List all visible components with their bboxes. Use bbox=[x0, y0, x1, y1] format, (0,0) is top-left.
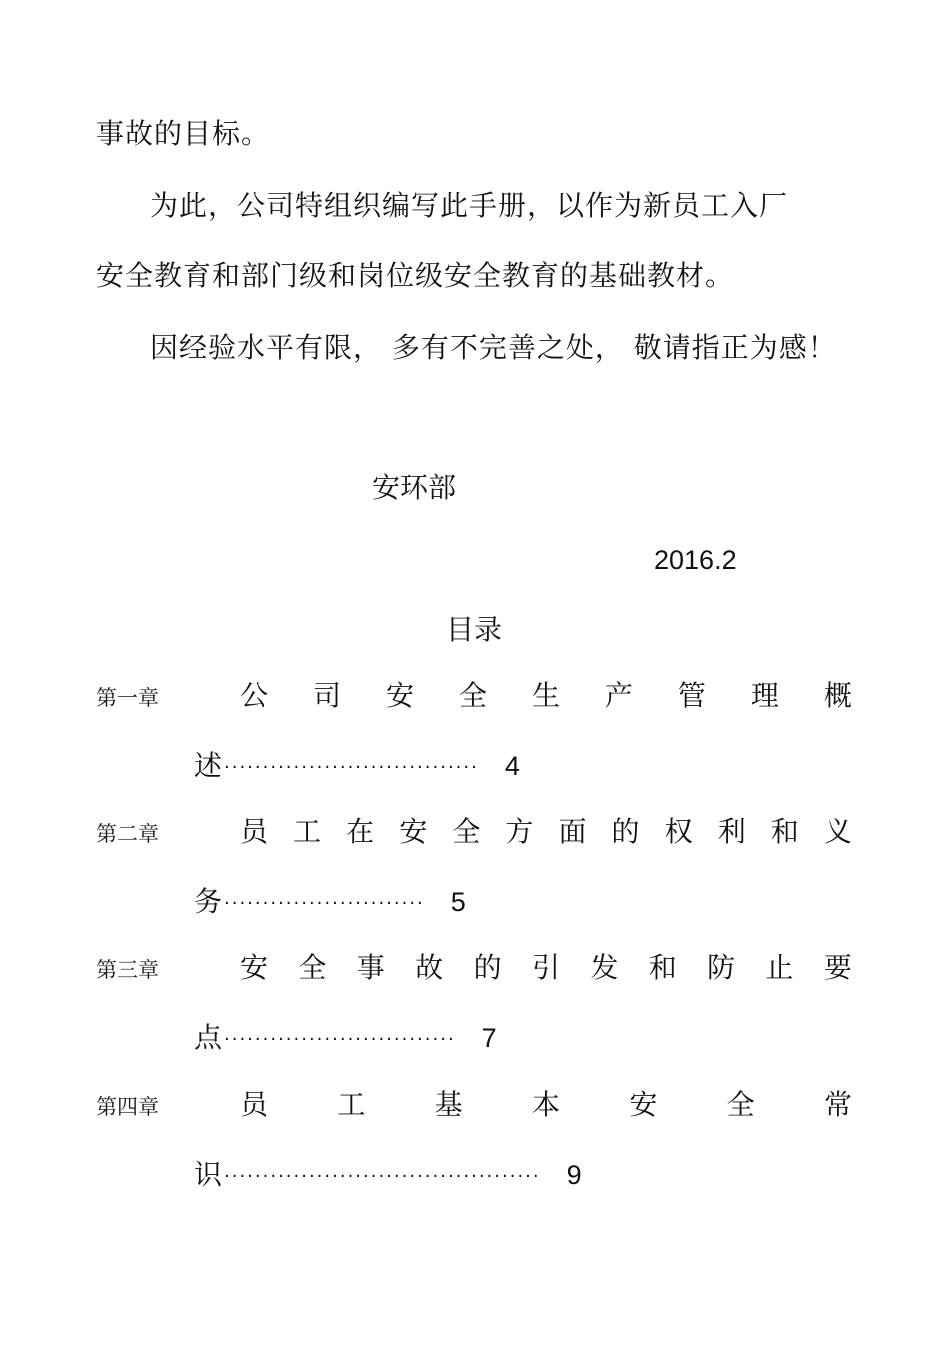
chapter-title bbox=[240, 676, 852, 716]
toc-entry bbox=[0, 812, 950, 948]
body-paragraph-line: 事故的目标。 bbox=[96, 117, 271, 150]
chapter-title-char: 公 bbox=[240, 679, 269, 712]
body-paragraph-line: 为此，公司特组织编写此手册，以作为新员工入厂 bbox=[150, 189, 789, 222]
chapter-title-char: 全 bbox=[452, 815, 481, 848]
chapter-title bbox=[240, 948, 852, 988]
chapter-title-char: 全 bbox=[726, 1088, 755, 1121]
chapter-title-char: 要 bbox=[823, 951, 852, 984]
dot-leader: ········································· bbox=[224, 1166, 541, 1187]
chapter-title-continuation bbox=[194, 1155, 582, 1195]
chapter-title-char: 的 bbox=[611, 815, 640, 848]
signature-department: 安环部 bbox=[372, 471, 457, 504]
page-number: 5 bbox=[450, 887, 466, 917]
chapter-title-char: 工 bbox=[293, 815, 322, 848]
chapter-title-char: 事 bbox=[356, 951, 385, 984]
page-number: 9 bbox=[566, 1160, 582, 1190]
body-paragraph-line: 因经验水平有限， 多有不完善之处， 敬请指正为感！ bbox=[150, 331, 837, 364]
chapter-title-char: 常 bbox=[823, 1088, 852, 1121]
chapter-title-char: 故 bbox=[415, 951, 444, 984]
chapter-title-char: 和 bbox=[770, 815, 799, 848]
chapter-title-continuation bbox=[194, 1018, 497, 1058]
chapter-title-char: 员 bbox=[240, 1088, 269, 1121]
continuation-char: 识 bbox=[194, 1158, 223, 1191]
dot-leader: ······························ bbox=[224, 1029, 456, 1050]
chapter-label: 第一章 bbox=[96, 686, 159, 710]
chapter-title-char: 生 bbox=[531, 679, 560, 712]
chapter-title-char: 员 bbox=[240, 815, 269, 848]
toc-entry bbox=[0, 948, 950, 1084]
chapter-title-char: 基 bbox=[434, 1088, 463, 1121]
dot-leader: ·························· bbox=[224, 893, 425, 914]
chapter-title-char: 义 bbox=[823, 815, 852, 848]
chapter-title-char: 在 bbox=[346, 815, 375, 848]
chapter-title-char: 和 bbox=[648, 951, 677, 984]
chapter-title-continuation bbox=[194, 746, 520, 786]
chapter-title-char: 防 bbox=[707, 951, 736, 984]
chapter-title-char: 面 bbox=[558, 815, 587, 848]
chapter-title-char: 引 bbox=[531, 951, 560, 984]
chapter-title-char: 权 bbox=[664, 815, 693, 848]
chapter-title-char: 安 bbox=[629, 1088, 658, 1121]
chapter-label: 第二章 bbox=[96, 822, 159, 846]
continuation-char: 务 bbox=[194, 885, 223, 918]
page-number: 4 bbox=[504, 751, 520, 781]
chapter-title-char: 产 bbox=[604, 679, 633, 712]
toc-entry bbox=[0, 676, 950, 812]
chapter-title-char: 安 bbox=[240, 951, 269, 984]
chapter-title-char: 概 bbox=[823, 679, 852, 712]
chapter-title-char: 安 bbox=[399, 815, 428, 848]
chapter-title-char: 安 bbox=[385, 679, 414, 712]
chapter-title-char: 全 bbox=[458, 679, 487, 712]
chapter-title-char: 理 bbox=[750, 679, 779, 712]
chapter-label: 第四章 bbox=[96, 1095, 159, 1119]
chapter-title-char: 工 bbox=[337, 1088, 366, 1121]
chapter-title-char: 利 bbox=[717, 815, 746, 848]
chapter-title-char: 方 bbox=[505, 815, 534, 848]
chapter-title-char: 司 bbox=[312, 679, 341, 712]
chapter-title-char: 的 bbox=[473, 951, 502, 984]
toc-entry bbox=[0, 1085, 950, 1221]
chapter-title bbox=[240, 812, 852, 852]
continuation-char: 点 bbox=[194, 1021, 223, 1054]
chapter-title-continuation bbox=[194, 882, 466, 922]
chapter-title-char: 本 bbox=[531, 1088, 560, 1121]
signature-date: 2016.2 bbox=[654, 545, 737, 575]
chapter-title-char: 管 bbox=[677, 679, 706, 712]
chapter-title-char: 止 bbox=[765, 951, 794, 984]
body-paragraph-line: 安全教育和部门级和岗位级安全教育的基础教材。 bbox=[96, 259, 735, 292]
toc-title: 目录 bbox=[446, 613, 503, 646]
continuation-char: 述 bbox=[194, 749, 223, 782]
page-number: 7 bbox=[481, 1023, 497, 1053]
chapter-label: 第三章 bbox=[96, 958, 159, 982]
chapter-title-char: 发 bbox=[590, 951, 619, 984]
dot-leader: ································· bbox=[224, 757, 479, 778]
chapter-title bbox=[240, 1085, 852, 1125]
chapter-title-char: 全 bbox=[298, 951, 327, 984]
